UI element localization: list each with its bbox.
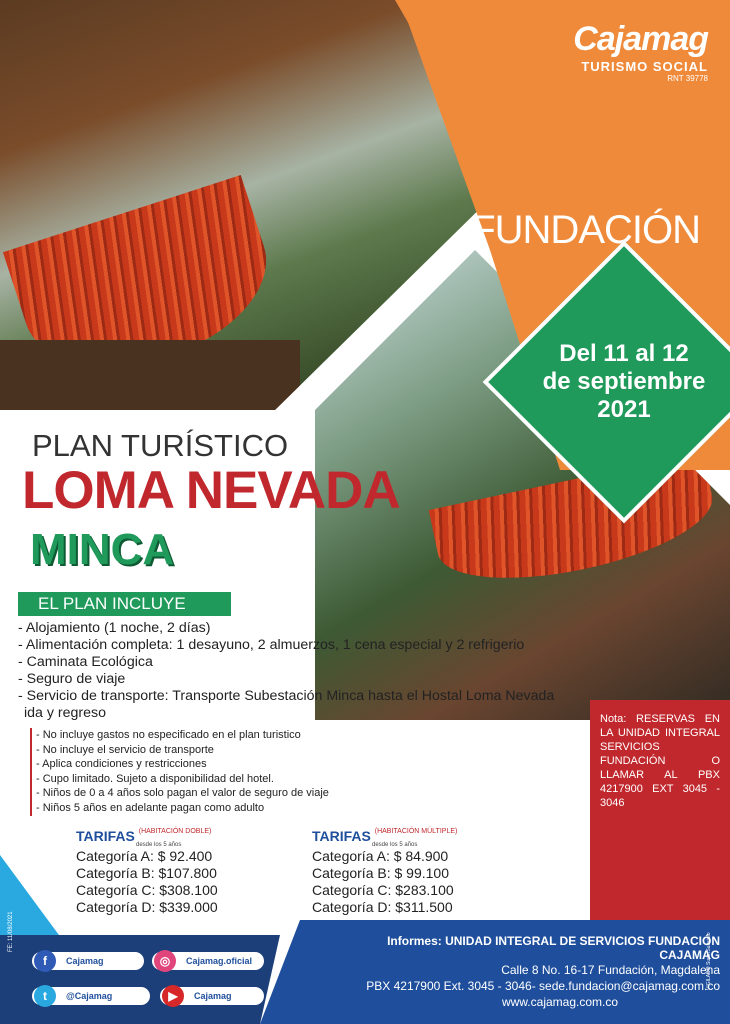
logo-name: Cajamag [573,20,708,58]
tarifa-row: Categoría C: $308.100 [76,882,218,898]
twitter-icon: t [34,985,56,1007]
tarifa-row: Categoría B: $ 99.100 [312,865,449,881]
dates-line1: Del 11 al 12 [559,340,689,367]
facebook-link[interactable] [32,952,144,970]
note-item: - No incluye gastos no especificado en el plan turistico [36,729,301,741]
dates-line2: de septiembre [542,368,706,395]
note-item: - Cupo limitado. Sujeto a disponibilidad del hotel. [36,772,274,785]
city-title: FUNDACIÓN [471,208,700,252]
tarifa-row: Categoría D: $339.000 [76,899,218,915]
note-item: - Niños de 0 a 4 años solo pagan el valor de seguro de viaje [36,787,329,800]
tarifas-doble-label: TARIFAS [76,828,135,844]
twitter-handle: @Cajamag [66,991,113,1001]
tarifa-row: Categoría A: $ 92.400 [76,848,213,864]
informes-website[interactable]: www.cajamag.com.co [501,995,619,1009]
plan-title: LOMA NEVADA [22,461,400,520]
reservation-note: Nota: RESERVAS EN LA UNIDAD INTEGRAL SERVICIOS FUNDACIÓN O LLAMAR AL PBX 4217900 EXT 3045 - 3046 [600,713,720,809]
youtube-link[interactable] [160,987,264,1005]
tarifa-row: Categoría C: $283.100 [312,882,454,898]
instagram-link[interactable] [152,952,264,970]
fe-date: FE: 11/08/2021 [8,911,14,952]
facebook-handle: Cajamag [66,956,104,966]
note-item: - Aplica condiciones y restricciones [36,758,207,771]
tarifas-doble [76,828,218,916]
facebook-icon: f [34,950,56,972]
social-bar [0,935,280,1024]
tarifas-multiple-sub: desde los 5 años [372,842,418,848]
includes-item: ida y regreso [24,705,107,721]
instagram-icon: ◎ [154,950,176,972]
tarifa-row: Categoría B: $107.800 [76,865,217,881]
includes-item: - Servicio de transporte: Transporte Subestación Minca hasta el Hostal Loma Nevada [18,688,555,704]
includes-item: - Seguro de viaje [18,671,126,687]
tarifa-row: Categoría A: $ 84.900 [312,848,449,864]
tarifas-multiple-label: TARIFAS [312,828,371,844]
notes-list [30,728,450,816]
dates-line3: 2021 [597,396,651,423]
tarifas-multiple [312,828,457,916]
tarifas-multiple-tag: (HABITACIÓN MÚLTIPLE) [374,828,458,835]
note-item: - No incluye el servicio de transporte [36,743,214,756]
event-dates [534,340,714,424]
informes-address: Calle 8 No. 16-17 Fundación, Magdalena [501,963,720,977]
informes-contact: PBX 4217900 Ext. 3045 - 3046- sede.fundacion@cajamag.com.co [366,979,720,993]
youtube-icon: ▶ [162,985,184,1007]
includes-item: - Caminata Ecológica [18,654,153,670]
logo-rnt: RNT 39778 [667,74,708,83]
logo-tagline: TURISMO SOCIAL [581,59,708,74]
plan-label: PLAN TURÍSTICO [32,428,289,463]
tarifas-doble-sub: desde los 5 años [136,842,182,848]
wooden-deck [0,340,300,410]
plan-subtitle: MINCA [30,525,175,574]
tarifa-row: Categoría D: $311.500 [312,899,453,915]
includes-header: EL PLAN INCLUYE [18,592,231,616]
instagram-handle: Cajamag.oficial [186,956,253,966]
includes-item: - Alimentación completa: 1 desayuno, 2 almuerzos, 1 cena especial y 2 refrigerio [18,637,525,653]
includes-list [18,620,578,722]
twitter-link[interactable] [32,987,150,1005]
note-item: - Niños 5 años en adelante pagan como adulto [36,801,265,814]
includes-item: - Alojamiento (1 noche, 2 días) [18,620,211,636]
cajamag-logo [573,20,708,83]
informes-title: Informes: UNIDAD INTEGRAL DE SERVICIOS FUNDACIÓN CAJAMAG [387,934,720,962]
informes-block [340,934,720,1010]
tarifas-doble-tag: (HABITACIÓN DOBLE) [138,828,212,835]
vigilado-label: VIGILADO SuperSubsidio [706,932,712,990]
youtube-handle: Cajamag [194,991,232,1001]
